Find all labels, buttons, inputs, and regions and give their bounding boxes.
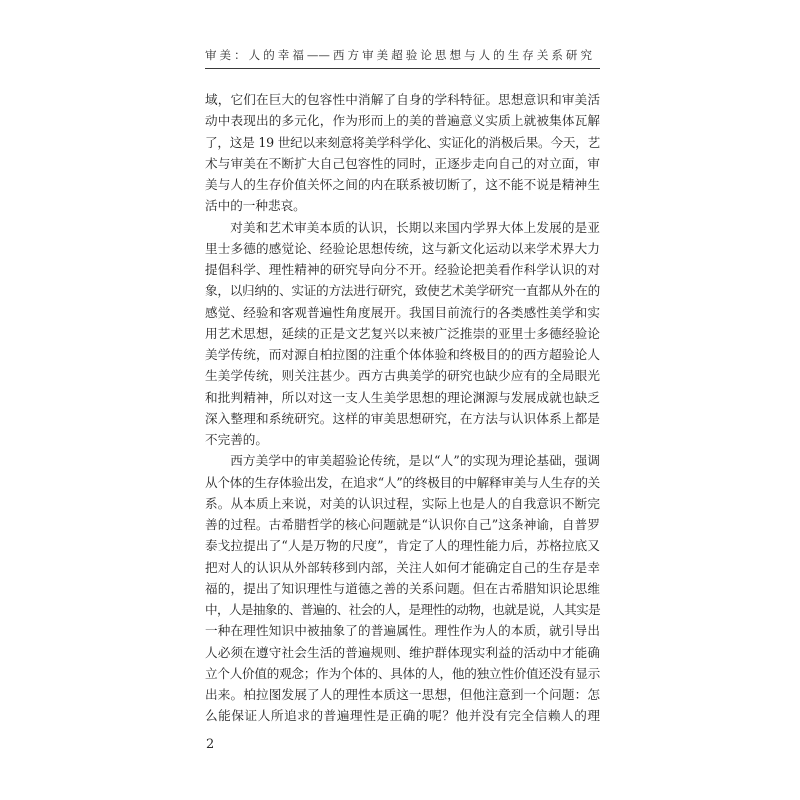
text-line: 从个体的生存体验出发，在追求“人”的终极目的中解释审美与人生存的关 xyxy=(205,474,600,490)
text-line: 人必须在遵守社会生活的普遍规则、维护群体现实利益的活动中才能确 xyxy=(205,644,600,660)
text-line: 用艺术思想，延续的正是文艺复兴以来被广泛推崇的亚里士多德经验论 xyxy=(205,325,600,341)
text-line: 中，人是抽象的、普遍的、社会的人，是理性的动物，也就是说，人其实是 xyxy=(205,602,600,617)
text-line: 术与审美在不断扩大自己包容性的同时，正逐步走向自己的对立面，审 xyxy=(205,155,600,171)
header-rule xyxy=(205,68,600,69)
text-line: 善的过程。古希腊哲学的核心问题就是“认识你自己”这条神谕，自普罗 xyxy=(205,517,600,532)
text-line: 把对人的认识从外部转移到内部，关注人如何才能确定自己的生存是幸 xyxy=(205,559,600,575)
paragraph xyxy=(205,89,600,217)
text-line: 了，这是 19 世纪以来刻意将美学科学化、实证化的消极后果。今天，艺 xyxy=(205,134,600,150)
text-line: 美学传统，而对源自柏拉图的注重个体体验和终极目的的西方超验论人 xyxy=(205,347,600,362)
text-line: 立个人价值的观念；作为个体的、具体的人，他的独立性价值还没有显示 xyxy=(205,665,600,681)
text-line: 域，它们在巨大的包容性中消解了自身的学科特征。思想意识和审美活 xyxy=(205,92,600,107)
text-line: 生美学传统，则关注甚少。西方古典美学的研究也缺少应有的全局眼光 xyxy=(205,368,600,384)
text-line: 感觉、经验和客观普遍性角度展开。我国目前流行的各类感性美学和实 xyxy=(205,304,600,320)
text-line: 么能保证人所追求的普遍理性是正确的呢？他并没有完全信赖人的理 xyxy=(205,708,600,724)
text-line: 和批判精神，所以对这一支人生美学思想的理论渊源与发展成就也缺乏 xyxy=(205,389,600,405)
text-line: 出来。柏拉图发展了人的理性本质这一思想，但他注意到一个问题：怎 xyxy=(205,687,600,702)
text-line: 动中表现出的多元化，作为形而上的美的普遍意义实质上就被集体瓦解 xyxy=(205,113,600,129)
text-line: 深入整理和系统研究。这样的审美思想研究，在方法与认识体系上都是 xyxy=(205,410,600,426)
paragraph xyxy=(205,217,600,451)
text-line: 活中的一种悲哀。 xyxy=(205,198,306,214)
paragraph xyxy=(205,450,600,726)
text-line: 提倡科学、理性精神的研究导向分不开。经验论把美看作科学认识的对 xyxy=(205,262,600,277)
text-line: 福的，提出了知识理性与道德之善的关系问题。但在古希腊知识论思维 xyxy=(205,580,600,596)
text-line: 美与人的生存价值关怀之间的内在联系被切断了，这不能不说是精神生 xyxy=(205,177,600,192)
text-line: 泰戈拉提出了“人是万物的尺度”，肯定了人的理性能力后，苏格拉底又 xyxy=(205,538,600,554)
text-line: 对美和艺术审美本质的认识，长期以来国内学界大体上发展的是亚 xyxy=(230,219,600,235)
body-text xyxy=(205,89,600,727)
text-line: 西方美学中的审美超验论传统，是以“人”的实现为理论基础，强调 xyxy=(230,453,600,469)
text-line: 系。从本质上来说，对美的认识过程，实际上也是人的自我意识不断完 xyxy=(205,495,600,511)
text-line: 象，以归纳的、实证的方法进行研究，致使艺术美学研究一直都从外在的 xyxy=(205,283,600,299)
text-line: 不完善的。 xyxy=(205,432,268,447)
running-header: 审美：人的幸福——西方审美超验论思想与人的生存关系研究 xyxy=(205,48,592,62)
text-line: 一种在理性知识中被抽象了的普遍属性。理性作为人的本质，就引导出 xyxy=(205,623,600,639)
page-number: 2 xyxy=(206,737,215,752)
text-line: 里士多德的感觉论、经验论思想传统，这与新文化运动以来学术界大力 xyxy=(205,240,600,256)
